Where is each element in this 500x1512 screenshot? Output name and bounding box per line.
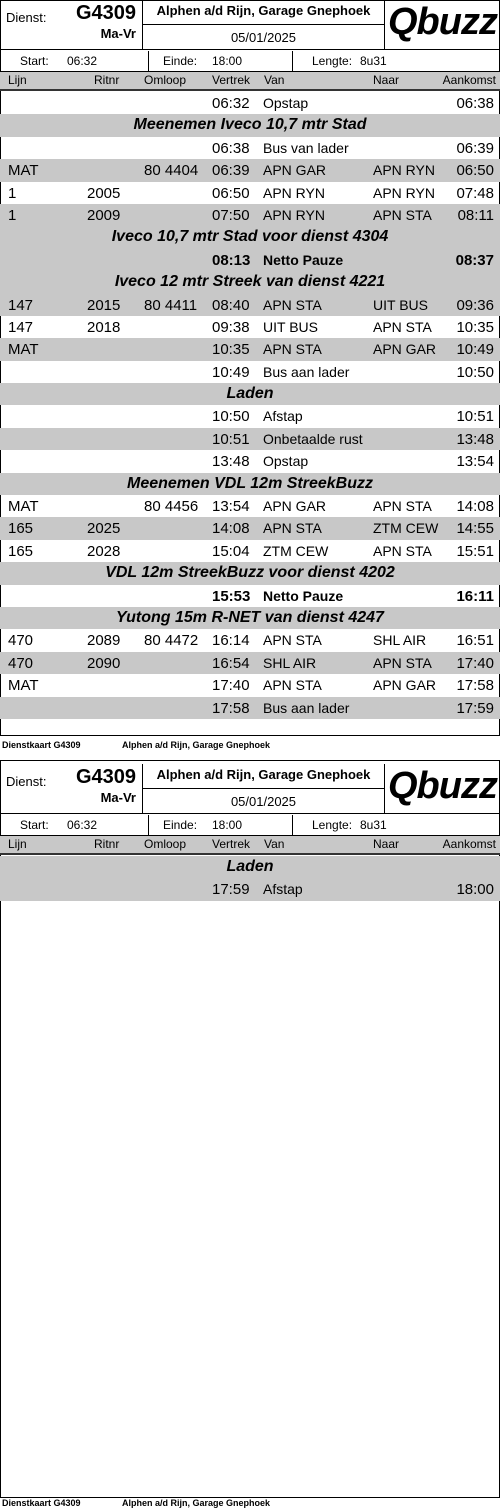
cell-vertrek: 09:38	[212, 318, 250, 336]
section-title: Laden	[226, 385, 274, 403]
cell-van: APN STA	[263, 632, 322, 649]
cell-van: UIT BUS	[263, 318, 318, 335]
table-row	[0, 697, 500, 719]
section-title: Yutong 15m R-NET van dienst 4247	[116, 608, 384, 626]
cell-van: APN RYN	[263, 206, 325, 223]
cell-naar: APN GAR	[373, 677, 437, 694]
einde-time: 18:00	[212, 818, 243, 832]
start-label: Start:	[20, 818, 49, 832]
cell-lijn: 147	[8, 296, 34, 314]
einde-time: 18:00	[212, 54, 243, 68]
lengte-label: Lengte:	[312, 818, 353, 832]
col-lijn: Lijn	[8, 837, 27, 851]
cell-naar: APN STA	[373, 542, 432, 559]
col-van: Van	[264, 837, 285, 851]
cell-lijn: MAT	[8, 341, 39, 359]
days: Ma-Vr	[100, 26, 136, 41]
cell-van: SHL AIR	[263, 654, 317, 671]
cell-vertrek: 08:13	[212, 251, 251, 269]
cell-vertrek: 06:38	[212, 139, 250, 157]
cell-van: Onbetaalde rust	[263, 430, 363, 447]
cell-ritnr: 2015	[87, 296, 121, 314]
cell-aankomst: 10:35	[456, 318, 494, 336]
start-label: Start:	[20, 54, 49, 68]
cell-aankomst: 16:51	[456, 632, 494, 650]
cell-aankomst: 10:51	[456, 408, 494, 426]
footer-left: Dienstkaart G4309	[2, 740, 81, 750]
cell-vertrek: 15:04	[212, 542, 250, 560]
cell-vertrek: 10:51	[212, 430, 250, 448]
days: Ma-Vr	[100, 790, 136, 805]
start-time: 06:32	[67, 54, 98, 68]
cell-van: APN GAR	[263, 498, 327, 515]
cell-omloop: 80 4411	[144, 296, 198, 314]
cell-van: APN STA	[263, 520, 322, 537]
meta-bar	[0, 815, 500, 835]
cell-vertrek: 10:35	[212, 341, 250, 359]
cell-omloop: 80 4472	[144, 632, 199, 650]
cell-vertrek: 16:14	[212, 632, 250, 650]
section-header	[0, 271, 500, 293]
cell-vertrek: 14:08	[212, 520, 250, 538]
cell-naar: UIT BUS	[373, 296, 428, 313]
location: Alphen a/d Rijn, Garage Gnephoek	[143, 764, 385, 789]
section-header	[0, 856, 500, 878]
table-row	[0, 629, 500, 651]
cell-vertrek: 10:50	[212, 408, 250, 426]
cell-aankomst: 08:11	[457, 206, 494, 224]
table-row	[0, 182, 500, 204]
cell-van: APN STA	[263, 677, 322, 694]
pause-row	[0, 585, 500, 607]
table-row	[0, 159, 500, 181]
cell-naar: APN STA	[373, 498, 432, 515]
schedule-table	[0, 92, 500, 719]
header	[0, 764, 500, 814]
footer	[0, 740, 500, 752]
cell-aankomst: 17:58	[456, 677, 494, 695]
dienst-box	[0, 764, 143, 814]
cell-naar: SHL AIR	[373, 632, 427, 649]
table-row	[0, 652, 500, 674]
table-row	[0, 674, 500, 696]
cell-aankomst: 09:36	[456, 296, 494, 314]
cell-ritnr: 2090	[87, 654, 121, 672]
col-aankomst: Aankomst	[442, 837, 496, 851]
cell-lijn: 165	[8, 520, 34, 538]
cell-aankomst: 13:54	[456, 453, 494, 471]
meta-bar	[0, 51, 500, 71]
cell-lijn: MAT	[8, 162, 39, 180]
cell-aankomst: 14:55	[456, 520, 494, 538]
cell-vertrek: 10:49	[212, 363, 250, 381]
qbuzz-logo: Qbuzz	[385, 764, 500, 814]
table-row	[0, 92, 500, 114]
cell-naar: APN RYN	[373, 162, 435, 179]
cell-van: APN RYN	[263, 184, 325, 201]
dienst-box	[0, 0, 143, 50]
header	[0, 0, 500, 50]
cell-aankomst: 14:08	[456, 498, 494, 516]
table-row	[0, 450, 500, 472]
dienst-label: Dienst:	[6, 774, 47, 789]
cell-aankomst: 17:40	[456, 654, 494, 672]
cell-lijn: 147	[8, 318, 34, 336]
cell-aankomst: 06:39	[456, 139, 494, 157]
cell-aankomst: 06:50	[456, 162, 494, 180]
dienst-label: Dienst:	[6, 10, 47, 25]
section-title: Meenemen VDL 12m StreekBuzz	[126, 474, 373, 492]
section-header	[0, 114, 500, 136]
table-row	[0, 137, 500, 159]
footer-right: Alphen a/d Rijn, Garage Gnephoek	[122, 740, 271, 750]
cell-lijn: MAT	[8, 498, 39, 516]
cell-vertrek: 08:40	[212, 296, 250, 314]
cell-vertrek: 07:50	[212, 206, 250, 224]
col-vertrek: Vertrek	[212, 837, 251, 851]
pause-row	[0, 249, 500, 271]
column-header	[0, 835, 500, 855]
einde-label: Einde:	[163, 818, 198, 832]
table-row	[0, 294, 500, 316]
section-title: Iveco 12 mtr Streek van dienst 4221	[114, 273, 386, 291]
cell-vertrek: 06:39	[212, 162, 250, 180]
section-header	[0, 562, 500, 584]
cell-aankomst: 10:50	[456, 363, 494, 381]
table-row	[0, 878, 500, 900]
section-title: Laden	[226, 858, 274, 875]
col-aankomst: Aankomst	[442, 73, 496, 87]
column-header	[0, 71, 500, 91]
cell-van: Afstap	[263, 408, 303, 425]
table-row	[0, 316, 500, 338]
cell-naar: ZTM CEW	[373, 520, 439, 537]
section-title: Iveco 10,7 mtr Stad voor dienst 4304	[111, 228, 389, 246]
cell-naar: APN STA	[373, 318, 432, 335]
date: 05/01/2025	[143, 25, 385, 50]
dienst-code: G4309	[75, 2, 136, 24]
cell-vertrek: 17:40	[212, 677, 250, 695]
col-omloop: Omloop	[144, 73, 187, 87]
footer	[0, 1498, 500, 1510]
section-header	[0, 383, 500, 405]
cell-ritnr: 2028	[87, 542, 121, 560]
cell-ritnr: 2025	[87, 520, 121, 538]
cell-van: Bus van lader	[263, 139, 349, 156]
section-header	[0, 226, 500, 248]
section-header	[0, 607, 500, 629]
cell-naar: APN STA	[373, 206, 432, 223]
table-row	[0, 428, 500, 450]
footer-left: Dienstkaart G4309	[2, 1498, 81, 1508]
qbuzz-logo: Qbuzz	[385, 0, 500, 50]
cell-van: APN GAR	[263, 162, 327, 179]
cell-aankomst: 17:59	[456, 699, 494, 717]
cell-vertrek: 15:53	[212, 587, 251, 605]
cell-vertrek: 17:59	[212, 881, 250, 899]
col-omloop: Omloop	[144, 837, 187, 851]
table-row	[0, 204, 500, 226]
schedule-table	[0, 856, 500, 901]
table-row	[0, 517, 500, 539]
cell-lijn: 1	[8, 206, 17, 224]
cell-naar: APN RYN	[373, 184, 435, 201]
cell-aankomst: 08:37	[455, 251, 494, 269]
cell-van: Netto Pauze	[263, 251, 344, 268]
cell-lijn: 165	[8, 542, 34, 560]
cell-aankomst: 16:11	[456, 587, 494, 605]
lengte-label: Lengte:	[312, 54, 353, 68]
cell-aankomst: 13:48	[456, 430, 494, 448]
cell-naar: APN STA	[373, 654, 432, 671]
start-time: 06:32	[67, 818, 98, 832]
date: 05/01/2025	[143, 789, 385, 814]
footer-right: Alphen a/d Rijn, Garage Gnephoek	[122, 1498, 271, 1508]
table-row	[0, 540, 500, 562]
cell-aankomst: 15:51	[456, 542, 494, 560]
cell-aankomst: 06:38	[456, 95, 494, 112]
cell-ritnr: 2005	[87, 184, 121, 202]
cell-van: Bus aan lader	[263, 699, 350, 716]
section-title: Meenemen Iveco 10,7 mtr Stad	[133, 116, 367, 134]
cell-vertrek: 16:54	[212, 654, 250, 672]
cell-van: Netto Pauze	[263, 587, 344, 604]
cell-van: Bus aan lader	[263, 363, 350, 380]
section-header	[0, 473, 500, 495]
cell-van: Opstap	[263, 95, 309, 111]
location: Alphen a/d Rijn, Garage Gnephoek	[143, 0, 385, 25]
cell-lijn: 470	[8, 654, 34, 672]
table-row	[0, 405, 500, 427]
cell-vertrek: 13:48	[212, 453, 250, 471]
col-ritnr: Ritnr	[94, 837, 120, 851]
col-ritnr: Ritnr	[94, 73, 120, 87]
cell-omloop: 80 4456	[144, 498, 199, 516]
cell-ritnr: 2089	[87, 632, 121, 650]
col-naar: Naar	[373, 837, 400, 851]
cell-ritnr: 2018	[87, 318, 121, 336]
lengte-value: 8u31	[360, 54, 387, 68]
cell-lijn: 1	[8, 184, 17, 202]
table-row	[0, 338, 500, 360]
cell-van: Afstap	[263, 881, 303, 898]
cell-van: APN STA	[263, 341, 322, 358]
col-van: Van	[264, 73, 285, 87]
cell-van: Opstap	[263, 453, 309, 470]
cell-aankomst: 10:49	[456, 341, 494, 359]
einde-label: Einde:	[163, 54, 198, 68]
cell-lijn: 470	[8, 632, 34, 650]
cell-vertrek: 13:54	[212, 498, 250, 516]
lengte-value: 8u31	[360, 818, 387, 832]
cell-van: APN STA	[263, 296, 322, 313]
table-row	[0, 361, 500, 383]
col-naar: Naar	[373, 73, 400, 87]
section-title: VDL 12m StreekBuzz voor dienst 4202	[105, 564, 395, 582]
cell-omloop: 80 4404	[144, 162, 199, 180]
cell-naar: APN GAR	[373, 341, 437, 358]
cell-van: ZTM CEW	[263, 542, 329, 559]
cell-ritnr: 2009	[87, 206, 121, 224]
cell-vertrek: 06:50	[212, 184, 250, 202]
cell-lijn: MAT	[8, 677, 39, 695]
cell-aankomst: 07:48	[456, 184, 494, 202]
cell-vertrek: 17:58	[212, 699, 250, 717]
col-lijn: Lijn	[8, 73, 27, 87]
cell-aankomst: 18:00	[456, 881, 494, 899]
cell-vertrek: 06:32	[212, 95, 250, 112]
dienst-code: G4309	[75, 766, 136, 788]
col-vertrek: Vertrek	[212, 73, 251, 87]
table-row	[0, 495, 500, 517]
